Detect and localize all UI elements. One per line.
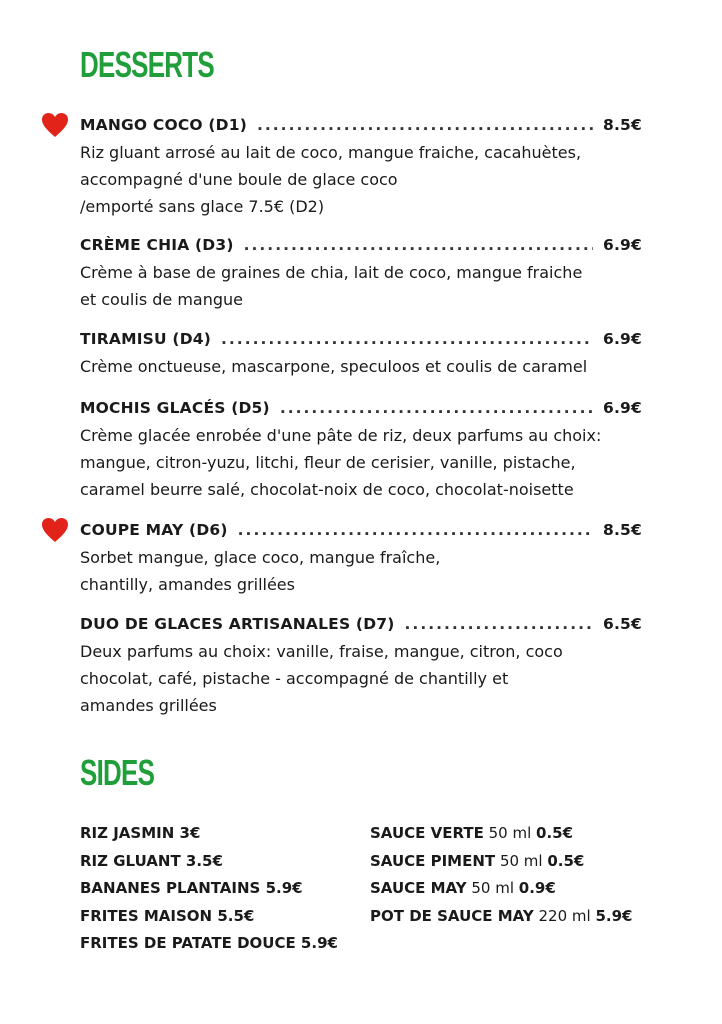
dessert-description [80, 259, 642, 313]
leader-dots [238, 517, 593, 543]
description-line: Sorbet mangue, glace coco, mangue fraîche, [80, 548, 441, 567]
description-line: amandes grillées [80, 696, 217, 715]
sauce-item [370, 848, 632, 876]
dessert-description [80, 353, 642, 380]
description-line: caramel beurre salé, chocolat-noix de coco, chocolat-noisette [80, 480, 574, 499]
sauce-size: 50 ml [488, 824, 532, 842]
sauce-size: 50 ml [471, 879, 514, 897]
dessert-description [80, 544, 642, 598]
dessert-price: 6.9€ [602, 330, 642, 348]
sauce-name: POT DE SAUCE MAY [370, 906, 534, 925]
description-line: /emporté sans glace 7.5€ (D2) [80, 197, 325, 216]
side-item: BANANES PLANTAINS 5.9€ [80, 879, 303, 897]
description-line: Crème onctueuse, mascarpone, speculoos et coulis de caramel [80, 357, 588, 376]
sauce-item [370, 903, 632, 931]
leader-dots [280, 395, 593, 421]
dessert-item [80, 112, 642, 220]
heart-icon [41, 112, 69, 138]
sides-list-left [80, 820, 338, 958]
sauce-price: 5.9€ [595, 906, 633, 925]
dessert-description [80, 638, 642, 719]
sauce-name: SAUCE VERTE [370, 824, 484, 842]
leader-dots [221, 326, 593, 352]
dessert-description [80, 422, 642, 503]
leader-dots [257, 112, 593, 138]
side-item: FRITES DE PATATE DOUCE 5.9€ [80, 934, 338, 952]
dessert-name: COUPE MAY (D6) [80, 521, 228, 539]
sides-title: SIDES [80, 752, 155, 793]
description-line: chocolat, café, pistache - accompagné de chantilly et [80, 669, 509, 688]
dessert-description [80, 139, 642, 220]
dessert-item [80, 517, 642, 598]
sauce-price: 0.5€ [536, 824, 574, 842]
dessert-price: 6.9€ [602, 236, 642, 254]
side-item: FRITES MAISON 5.5€ [80, 906, 255, 925]
dessert-name: DUO DE GLACES ARTISANALES (D7) [80, 615, 395, 633]
description-line: Crème à base de graines de chia, lait de coco, mangue fraiche [80, 263, 583, 282]
description-line: Deux parfums au choix: vanille, fraise, mangue, citron, coco [80, 642, 563, 661]
description-line: mangue, citron-yuzu, litchi, fleur de cerisier, vanille, pistache, [80, 453, 576, 472]
dessert-item [80, 232, 642, 313]
dessert-price: 8.5€ [602, 521, 642, 539]
desserts-title: DESSERTS [80, 44, 214, 85]
description-line: accompagné d'une boule de glace coco [80, 170, 398, 189]
sauce-size: 50 ml [499, 851, 543, 870]
dessert-name: MOCHIS GLACÉS (D5) [80, 399, 270, 417]
dessert-item [80, 611, 642, 719]
description-line: Riz gluant arrosé au lait de coco, mangue fraiche, cacahuètes, [80, 143, 582, 162]
heart-icon [41, 517, 69, 543]
sauce-item [370, 875, 632, 903]
dessert-name: CRÈME CHIA (D3) [80, 236, 234, 254]
sauces-list [370, 820, 632, 930]
description-line: chantilly, amandes grillées [80, 575, 295, 594]
sauce-name: SAUCE MAY [370, 879, 467, 897]
side-item: RIZ GLUANT 3.5€ [80, 851, 223, 870]
dessert-price: 6.9€ [602, 399, 642, 417]
side-item: RIZ JASMIN 3€ [80, 824, 201, 842]
sauce-item [370, 820, 632, 848]
sauce-price: 0.9€ [518, 879, 556, 897]
dessert-name: MANGO COCO (D1) [80, 116, 248, 134]
description-line: Crème glacée enrobée d'une pâte de riz, deux parfums au choix: [80, 426, 602, 445]
dessert-name: TIRAMISU (D4) [80, 330, 212, 348]
dessert-price: 6.5€ [602, 615, 642, 633]
leader-dots [244, 232, 593, 258]
sauce-size: 220 ml [538, 906, 591, 925]
sauce-name: SAUCE PIMENT [370, 851, 496, 870]
leader-dots [405, 611, 593, 637]
sauce-price: 0.5€ [547, 851, 585, 870]
dessert-item [80, 326, 642, 380]
dessert-price: 8.5€ [602, 116, 642, 134]
dessert-item [80, 395, 642, 503]
description-line: et coulis de mangue [80, 290, 243, 309]
